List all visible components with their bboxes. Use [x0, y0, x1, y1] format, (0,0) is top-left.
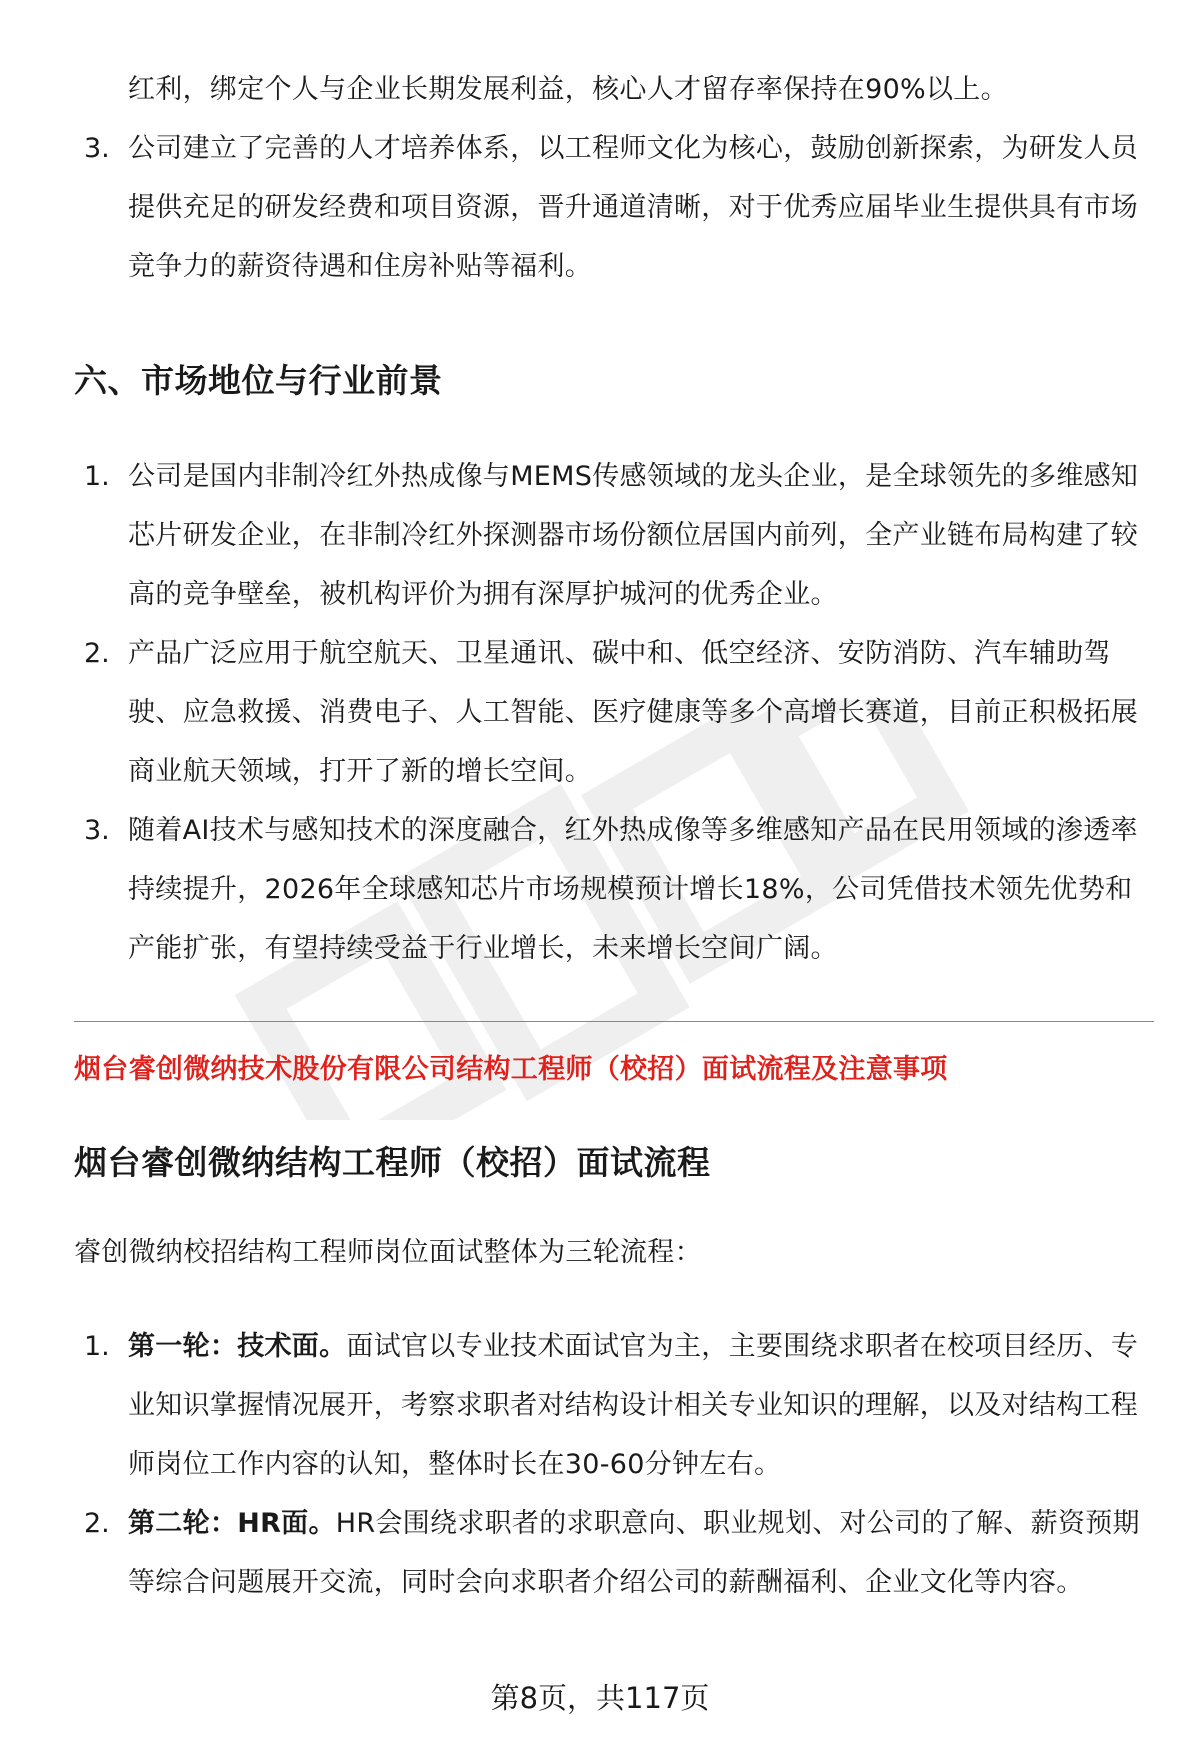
list-item-number: 3. — [84, 133, 110, 164]
list-item — [0, 801, 1200, 978]
list-item-number: 2. — [84, 638, 110, 669]
interview-process-list — [0, 1317, 1200, 1612]
list-item-text: 公司是国内非制冷红外热成像与MEMS传感领域的龙头企业，是全球领先的多维感知芯片研发企业，在非制冷红外探测器市场份额位居国内前列，全产业链布局构建了较高的竞争壁垒，被机构评价为拥有深厚护城河的优秀企业。 — [128, 461, 1139, 610]
talent-list — [0, 119, 1200, 296]
round-label: 第二轮：HR面。 — [128, 1508, 336, 1539]
interview-heading: 烟台睿创微纳结构工程师（校招）面试流程 — [74, 1143, 711, 1182]
list-item-text: 公司建立了完善的人才培养体系，以工程师文化为核心，鼓励创新探索，为研发人员提供充足的研发经费和项目资源，晋升通道清晰，对于优秀应届毕业生提供具有市场竞争力的薪资待遇和住房补贴等福利。 — [128, 133, 1139, 282]
list-item — [0, 1494, 1200, 1612]
list-item-text: 随着AI技术与感知技术的深度融合，红外热成像等多维感知产品在民用领域的渗透率持续提升，2026年全球感知芯片市场规模预计增长18%，公司凭借技术领先优势和产能扩张，有望持续受益于行业增长，未来增长空间广阔。 — [128, 815, 1138, 964]
round-label: 第一轮：技术面。 — [128, 1331, 347, 1362]
list-item-number: 1. — [84, 461, 110, 492]
list-item-text — [128, 1317, 1158, 1494]
list-item — [0, 119, 1200, 296]
list-item — [0, 624, 1200, 801]
section-divider — [74, 1021, 1154, 1022]
intro-paragraph: 睿创微纳校招结构工程师岗位面试整体为三轮流程： — [74, 1237, 702, 1268]
list-item — [0, 1317, 1200, 1494]
round-description: 面试官以专业技术面试官为主，主要围绕求职者在校项目经历、专业知识掌握情况展开，考察求职者对结构设计相关专业知识的理解，以及对结构工程师岗位工作内容的认知，整体时长在30-60分钟左右。 — [128, 1331, 1139, 1480]
section-heading: 六、市场地位与行业前景 — [74, 361, 443, 400]
list-item-text: 产品广泛应用于航空航天、卫星通讯、碳中和、低空经济、安防消防、汽车辅助驾驶、应急救援、消费电子、人工智能、医疗健康等多个高增长赛道，目前正积极拓展商业航天领域，打开了新的增长空间。 — [128, 638, 1139, 787]
round-description: HR会围绕求职者的求职意向、职业规划、对公司的了解、薪资预期等综合问题展开交流，同时会向求职者介绍公司的薪酬福利、企业文化等内容。 — [128, 1508, 1140, 1598]
list-item-number: 1. — [84, 1331, 110, 1362]
list-item-number: 2. — [84, 1508, 110, 1539]
list-item — [0, 447, 1200, 624]
document-title: 烟台睿创微纳技术股份有限公司结构工程师（校招）面试流程及注意事项 — [74, 1054, 948, 1085]
list-item-number: 3. — [84, 815, 110, 846]
market-position-list — [0, 447, 1200, 978]
continued-paragraph: 红利，绑定个人与企业长期发展利益，核心人才留存率保持在90%以上。 — [128, 74, 1008, 105]
page-number: 第8页，共117页 — [490, 1681, 710, 1715]
list-item-text — [128, 1494, 1158, 1612]
